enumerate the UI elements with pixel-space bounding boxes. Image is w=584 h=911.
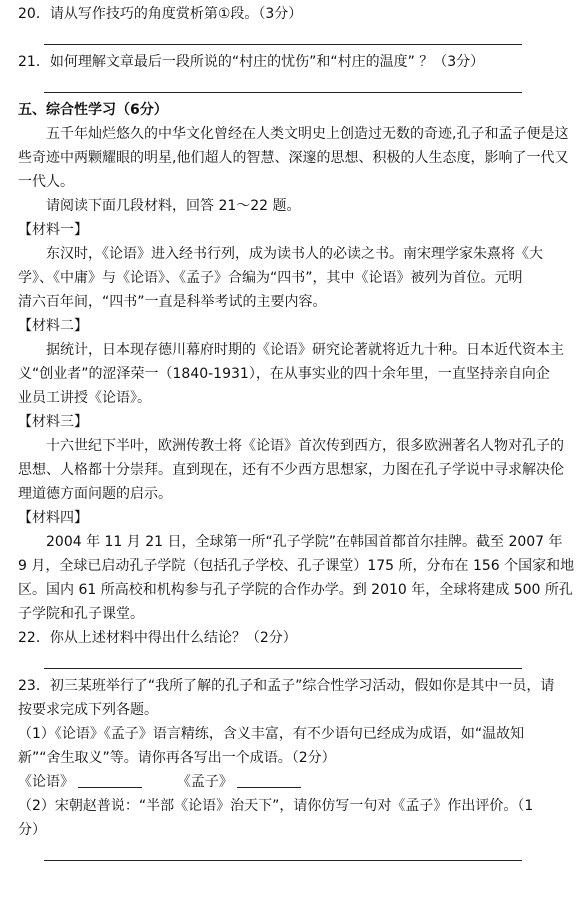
- material-2-label: 【材料二】: [18, 318, 88, 334]
- material-2-line: 义“创业者”的涩泽荣一（1840-1931），在从事实业的四十余年里，一直坚持亲自向企: [18, 366, 550, 382]
- material-3-line: 十六世纪下半叶，欧洲传教士将《论语》首次传到西方，很多欧洲著名人物对孔子的: [46, 438, 564, 454]
- material-4-line: 区。国内 61 所高校和机构参与孔子学院的合作办学。到 2010 年，全球将建成 500 所孔: [18, 582, 573, 598]
- material-2-line: 业员工讲授《论语》。: [18, 390, 151, 406]
- material-3-line: 思想、人格都十分崇拜。直到现在，还有不少西方思想家，力图在孔子学说中寻求解决伦: [18, 462, 564, 478]
- material-1-line: 学》、《中庸》与《论语》、《孟子》合编为“四书”，其中《论语》被列为首位。元明: [18, 270, 523, 286]
- question-23-line: 按要求完成下列各题。: [18, 702, 158, 718]
- question-23-line: 23．初三某班举行了“我所了解的孔子和孟子”综合性学习活动，假如你是其中一员，请: [18, 678, 555, 694]
- intro-line-1: 五千年灿烂悠久的中华文化曾经在人类文明史上创造过无数的奇迹,孔子和孟子便是这: [46, 126, 569, 142]
- lunyu-label: 《论语》: [18, 774, 74, 790]
- question-20: 20．请从写作技巧的角度赏析第①段。（3分）: [18, 6, 303, 22]
- question-23-2-line: 分）: [18, 822, 46, 838]
- material-1-label: 【材料一】: [18, 222, 88, 238]
- material-2-line: 据统计，日本现存德川幕府时期的《论语》研究论著就将近九十种。日本近代资本主: [46, 342, 564, 358]
- material-4-line: 子学院和孔子课堂。: [18, 606, 144, 622]
- intro-line-3: 一代人。: [18, 174, 74, 190]
- question-21: 21．如何理解文章最后一段所说的“村庄的忧伤”和“村庄的温度” ？（3分）: [18, 54, 485, 70]
- mengzi-blank[interactable]: [237, 773, 301, 788]
- question-23-2-line: （2）宋朝赵普说：“半部《论语》治天下”，请你仿写一句对《孟子》作出评价。（1: [18, 798, 534, 814]
- answer-line-22[interactable]: [44, 668, 522, 669]
- question-22: 22．你从上述材料中得出什么结论？（2分）: [18, 630, 297, 646]
- answer-line-23-2[interactable]: [44, 860, 522, 861]
- answer-line-20[interactable]: [44, 44, 522, 45]
- intro-line-2: 些奇迹中两颗耀眼的明星,他们超人的智慧、深邃的思想、积极的人生态度，影响了一代又: [18, 150, 569, 166]
- material-1-line: 清六百年间，“四书”一直是科举考试的主要内容。: [18, 294, 327, 310]
- instruction: 请阅读下面几段材料，回答 21～22 题。: [46, 198, 301, 214]
- question-23-1-line: 新”“舍生取义”等。请你再各写出一个成语。（2分）: [18, 750, 336, 766]
- question-23-1-line: （1）《论语》《孟子》语言精练，含义丰富，有不少语句已经成为成语，如“温故知: [18, 726, 525, 742]
- material-1-line: 东汉时，《论语》进入经书行列，成为读书人的必读之书。南宋理学家朱熹将《大: [46, 246, 543, 262]
- material-4-line: 2004 年 11 月 21 日，全球第一所“孔子学院”在韩国首都首尔挂牌。截至 2007 年: [46, 534, 563, 550]
- material-3-label: 【材料三】: [18, 414, 88, 430]
- fill-in-row: [18, 772, 570, 792]
- lunyu-blank[interactable]: [78, 773, 142, 788]
- section-5-title: 五、综合性学习（6分）: [18, 102, 168, 118]
- material-4-label: 【材料四】: [18, 510, 88, 526]
- material-4-line: 9 月，全球已启动孔子学院（包括孔子学校、孔子课堂）175 所，分布在 156 个国家和地: [18, 558, 575, 574]
- answer-line-21[interactable]: [44, 92, 522, 93]
- mengzi-label: 《孟子》: [176, 774, 233, 790]
- material-3-line: 理道德方面问题的启示。: [18, 486, 172, 502]
